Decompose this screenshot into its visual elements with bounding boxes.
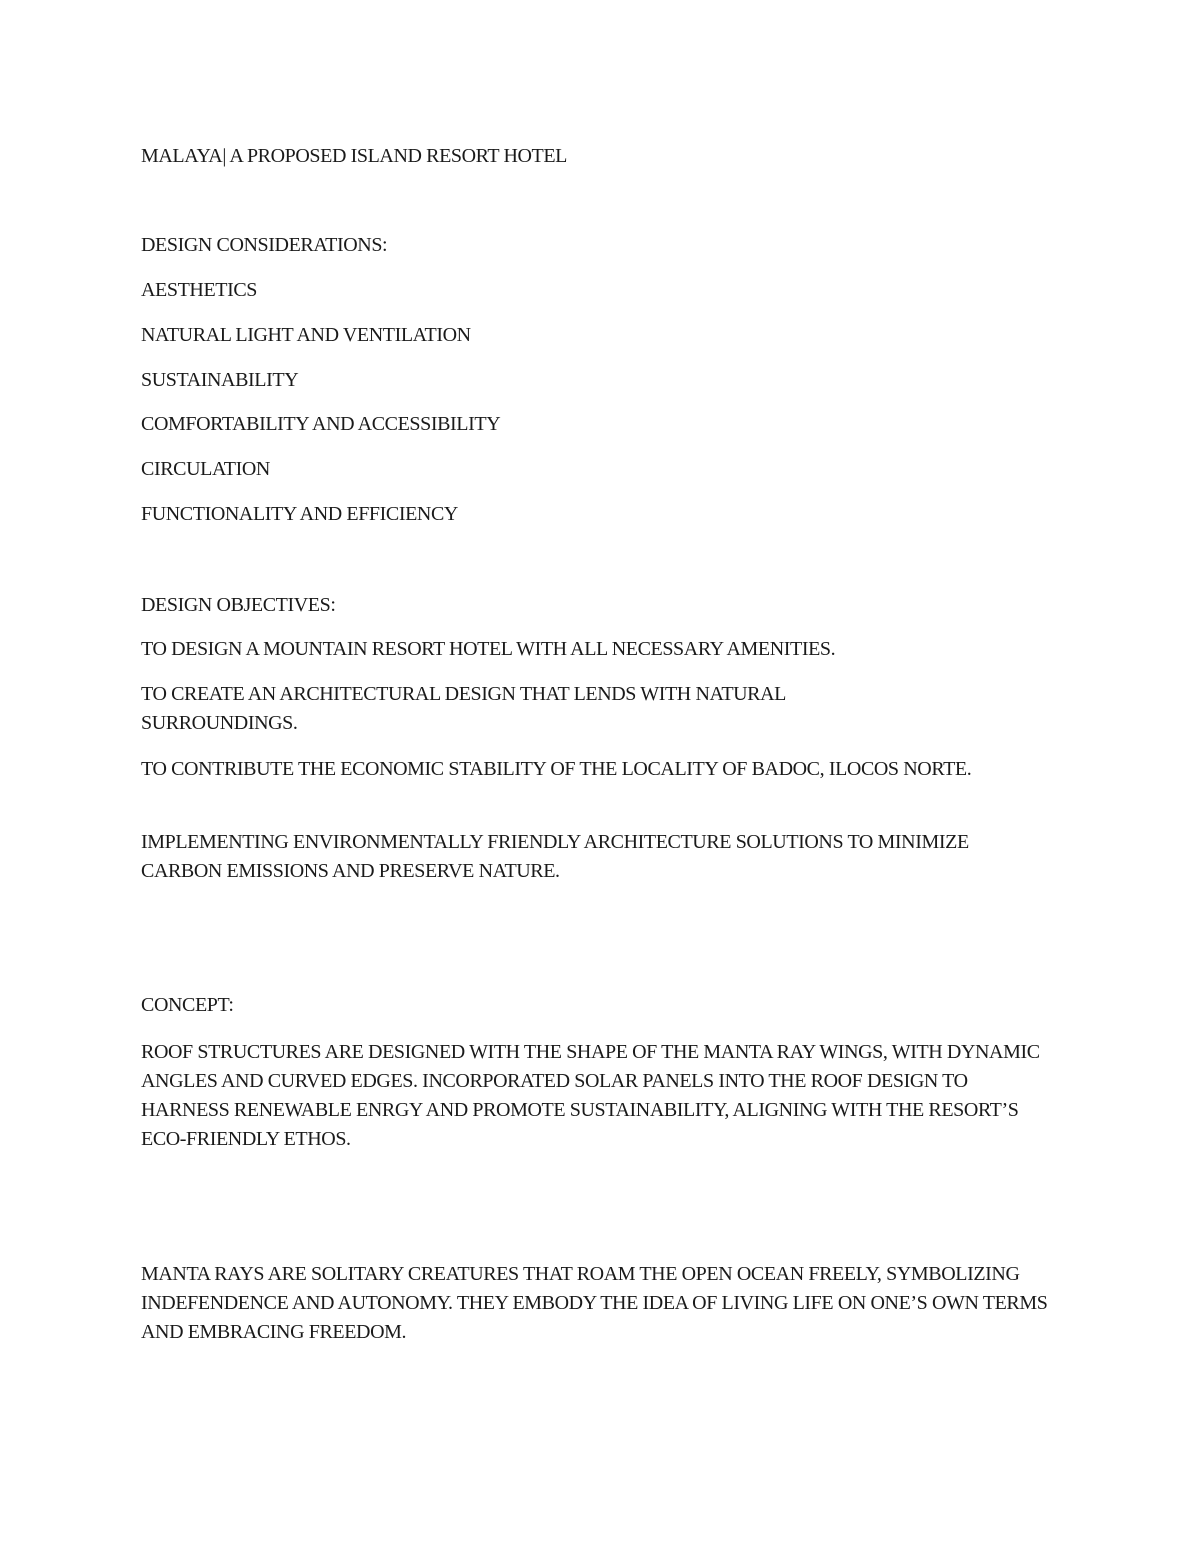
consideration-item: SUSTAINABILITY [141, 369, 299, 391]
concept-paragraph: ROOF STRUCTURES ARE DESIGNED WITH THE SHAPE OF THE MANTA RAY WINGS, WITH DYNAMIC ANGLES AND CURVED EDGES. INCORPORATED SOLAR PANELS INTO THE ROOF DESIGN TO HARNESS RENEWABLE ENRGY AND PROMOTE SUSTAINABILITY, ALIGNING WITH THE RESORT’S ECO-FRIENDLY ETHOS. [141, 1041, 1040, 1150]
objective-item: TO CONTRIBUTE THE ECONOMIC STABILITY OF THE LOCALITY OF BADOC, ILOCOS NORTE. [141, 758, 972, 780]
concept-paragraph: MANTA RAYS ARE SOLITARY CREATURES THAT ROAM THE OPEN OCEAN FREELY, SYMBOLIZING INDEFENDENCE AND AUTONOMY. THEY EMBODY THE IDEA OF LIVING LIFE ON ONE’S OWN TERMS AND EMBRACING FREEDOM. [141, 1263, 1048, 1343]
consideration-item: FUNCTIONALITY AND EFFICIENCY [141, 503, 458, 525]
concept-heading: CONCEPT: [141, 994, 234, 1016]
objective-item: TO DESIGN A MOUNTAIN RESORT HOTEL WITH ALL NECESSARY AMENITIES. [141, 638, 836, 660]
objectives-heading: DESIGN OBJECTIVES: [141, 594, 336, 616]
considerations-heading: DESIGN CONSIDERATIONS: [141, 234, 388, 256]
consideration-item: AESTHETICS [141, 279, 258, 301]
consideration-item: NATURAL LIGHT AND VENTILATION [141, 324, 471, 346]
consideration-item: COMFORTABILITY AND ACCESSIBILITY [141, 413, 501, 435]
objective-item: IMPLEMENTING ENVIRONMENTALLY FRIENDLY ARCHITECTURE SOLUTIONS TO MINIMIZE CARBON EMISSIONS AND PRESERVE NATURE. [141, 831, 969, 882]
objective-item: TO CREATE AN ARCHITECTURAL DESIGN THAT LENDS WITH NATURAL SURROUNDINGS. [141, 683, 786, 734]
consideration-item: CIRCULATION [141, 458, 270, 480]
document-title: MALAYA| A PROPOSED ISLAND RESORT HOTEL [141, 145, 568, 167]
